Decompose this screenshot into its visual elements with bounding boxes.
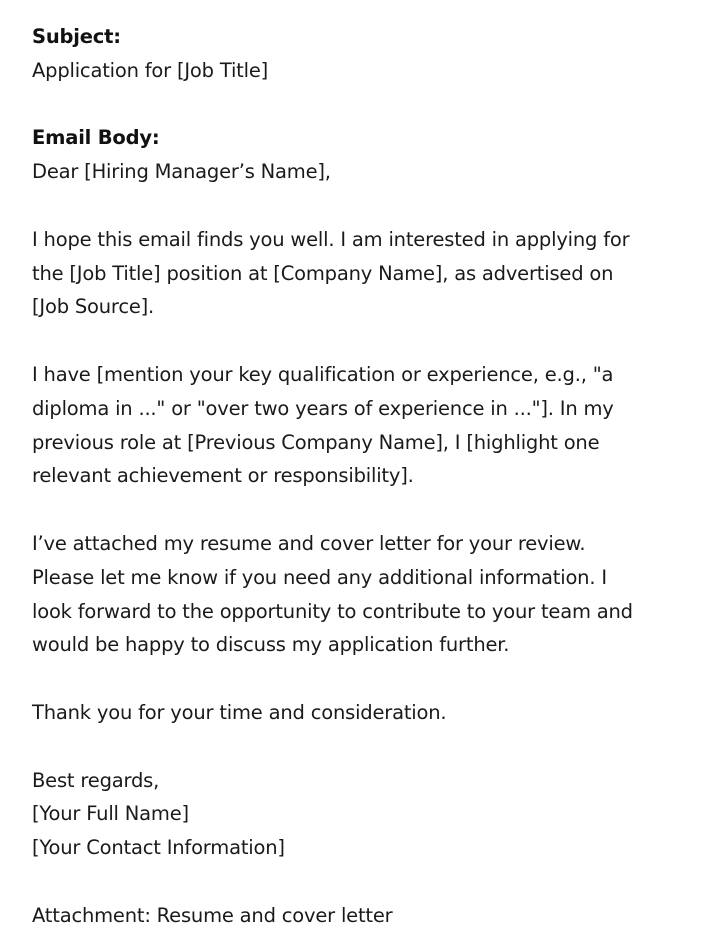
signature-contact: [Your Contact Information]	[32, 836, 285, 860]
paragraph-line: would be happy to discuss my application further.	[32, 633, 510, 657]
paragraph-thanks	[32, 696, 702, 730]
paragraph-attachments	[32, 527, 702, 662]
email-body-label: Email Body:	[32, 126, 160, 150]
paragraph-line: diploma in ..." or "over two years of experience in ..."]. In my	[32, 396, 614, 420]
paragraph-line: [Job Source].	[32, 295, 155, 319]
attachment-note: Attachment: Resume and cover letter	[32, 903, 393, 927]
paragraph-line: previous role at [Previous Company Name], I [highlight one	[32, 430, 600, 454]
paragraph-line: the [Job Title] position at [Company Name], as advertised on	[32, 261, 614, 285]
subject-value: Application for [Job Title]	[32, 58, 269, 82]
email-template-document	[32, 20, 702, 933]
paragraph-line: look forward to the opportunity to contribute to your team and	[32, 599, 633, 623]
spacer	[32, 493, 702, 527]
spacer	[32, 730, 702, 764]
paragraph-intro	[32, 223, 702, 324]
subject-label: Subject:	[32, 25, 121, 48]
greeting: Dear [Hiring Manager’s Name],	[32, 160, 331, 184]
spacer	[32, 88, 702, 122]
spacer	[32, 662, 702, 696]
spacer	[32, 189, 702, 223]
paragraph-line: relevant achievement or responsibility].	[32, 464, 414, 488]
paragraph-line: Please let me know if you need any additional information. I	[32, 565, 607, 589]
spacer	[32, 865, 702, 899]
paragraph-line: I hope this email finds you well. I am interested in applying for	[32, 227, 630, 251]
spacer	[32, 324, 702, 358]
paragraph-line: I have [mention your key qualification or experience, e.g., "a	[32, 362, 614, 386]
signature-name: [Your Full Name]	[32, 802, 189, 826]
closing: Best regards,	[32, 768, 160, 792]
paragraph-line: I’ve attached my resume and cover letter for your review.	[32, 531, 586, 555]
paragraph-qualifications	[32, 358, 702, 493]
paragraph-line: Thank you for your time and consideration.	[32, 700, 447, 724]
